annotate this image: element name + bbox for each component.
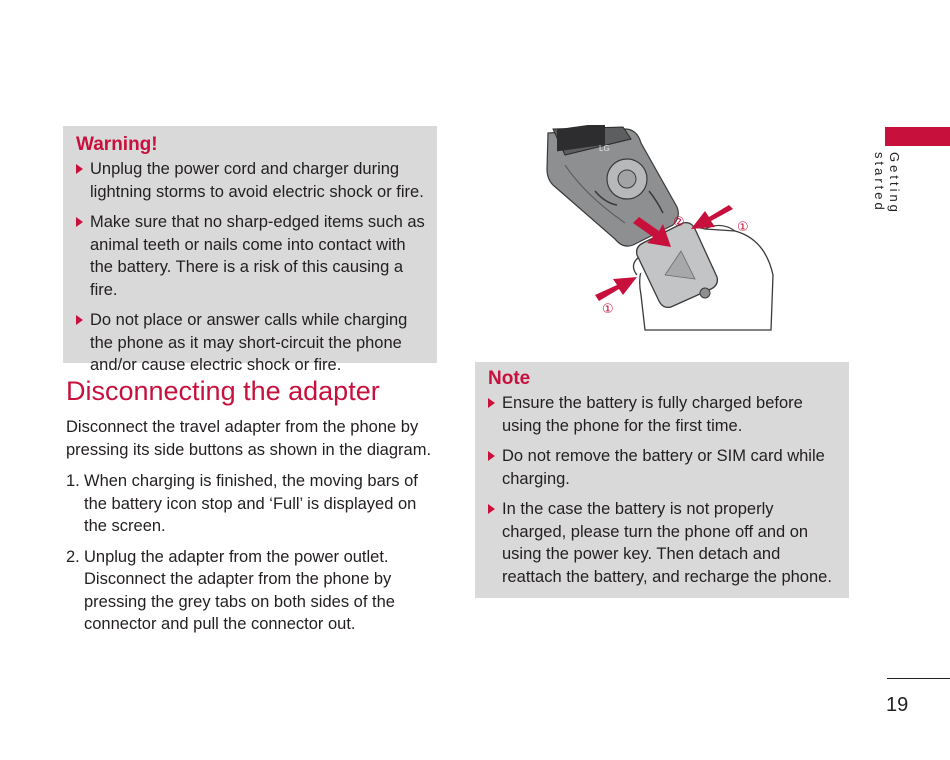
- triangle-bullet-icon: [76, 164, 83, 174]
- triangle-bullet-icon: [488, 504, 495, 514]
- battery-removal-illustration: [545, 125, 780, 333]
- step-text: When charging is finished, the moving bars of the battery icon stop and ‘Full’ is displayed on the screen.: [84, 472, 418, 535]
- step-number: 2.: [66, 547, 80, 566]
- note-item-text: Ensure the battery is fully charged before using the phone for the first time.: [502, 394, 803, 435]
- intro-paragraph: Disconnect the travel adapter from the phone by pressing its side buttons as shown in the diagram.: [66, 418, 432, 459]
- callout-1-left: ①: [602, 302, 614, 317]
- squeeze-arrow-icon: [595, 277, 637, 301]
- note-box: [475, 362, 849, 598]
- warning-item: [76, 158, 427, 203]
- squeeze-arrow-icon: [691, 205, 733, 229]
- step-item: [66, 546, 436, 636]
- callout-2: ②: [673, 215, 685, 230]
- warning-title: Warning!: [76, 134, 158, 155]
- steps-list: [66, 470, 436, 644]
- note-item-text: In the case the battery is not properly charged, please turn the phone off and on using the power key. Then detach and reattach the battery, and recharge the phone.: [502, 500, 832, 586]
- warning-list: [76, 158, 427, 377]
- callout-1-right: ①: [737, 220, 749, 235]
- warning-item: [76, 309, 427, 377]
- note-item: [488, 392, 839, 437]
- page-number: 19: [886, 694, 909, 716]
- note-list: [488, 392, 839, 588]
- triangle-bullet-icon: [76, 315, 83, 325]
- step-number: 1.: [66, 472, 80, 490]
- step-item: [66, 470, 436, 538]
- phone-icon: [547, 125, 678, 246]
- warning-item-text: Make sure that no sharp-edged items such as animal teeth or nails come into contact with the battery. There is a risk of this causing a fire.: [90, 213, 425, 299]
- note-item: [488, 498, 839, 588]
- warning-box: [63, 126, 437, 374]
- note-title: Note: [488, 368, 531, 389]
- step-text: Unplug the adapter from the power outlet. Disconnect the adapter from the phone by pressing the grey tabs on both sides of the connector and pull the connector out.: [84, 547, 395, 633]
- phone-brand-text: LG: [599, 144, 610, 153]
- note-item: [488, 445, 839, 490]
- warning-item-text: Unplug the power cord and charger during lightning storms to avoid electric shock or fire.: [90, 160, 424, 201]
- section-heading: Disconnecting the adapter: [66, 376, 380, 406]
- triangle-bullet-icon: [488, 451, 495, 461]
- footer-rule: [887, 678, 950, 679]
- warning-item: [76, 211, 427, 301]
- warning-item-text: Do not place or answer calls while charging the phone as it may short-circuit the phone and/or cause electric shock or fire.: [90, 311, 408, 374]
- chapter-label: Getting started: [872, 152, 902, 215]
- chapter-tab-marker: [885, 127, 950, 146]
- triangle-bullet-icon: [76, 217, 83, 227]
- note-item-text: Do not remove the battery or SIM card while charging.: [502, 447, 825, 488]
- triangle-bullet-icon: [488, 398, 495, 408]
